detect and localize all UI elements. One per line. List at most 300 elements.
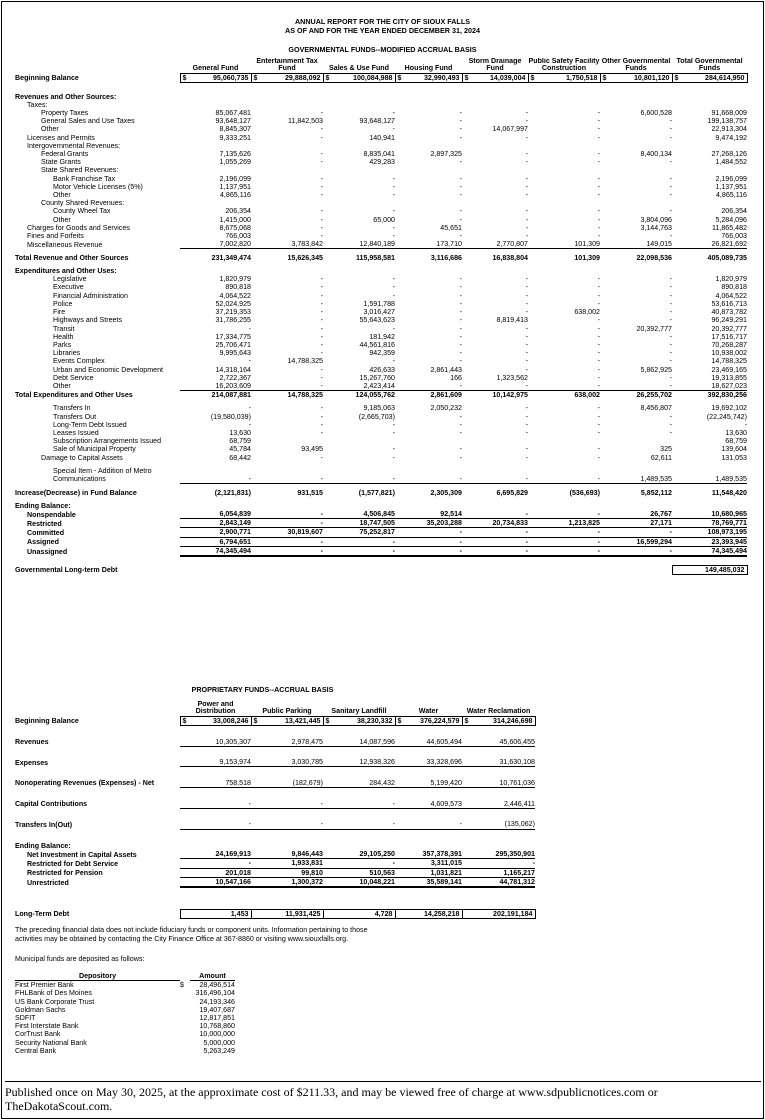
cell-value: 35,203,288 [395,519,462,528]
table-row [15,109,747,117]
row-label: Transfers In [53,404,91,413]
deposit-amount: 12,817,851 [199,1014,235,1023]
cell-value [672,142,747,150]
cell-value: - [525,275,528,284]
table-row [15,454,747,462]
cell-value: - [459,428,462,437]
cell-value: - [320,275,323,284]
row-label: County Shared Revenues: [41,199,125,208]
cell-value: - [597,445,600,454]
cell-value: - [459,108,462,117]
prop-beginning-label: Beginning Balance [15,717,79,726]
cell-value [462,101,528,109]
cell-value: - [323,859,395,868]
table-row [15,820,535,829]
table-row [15,117,747,125]
cell-value: - [395,382,462,391]
prop-longterm-value: 14,258,218 [395,909,462,918]
cell-value: - [320,373,323,382]
cell-value: - [180,475,251,484]
table-row [15,429,747,437]
cell-value: 26,255,702 [636,391,672,400]
gov-beginning-value: $ 100,084,988 [323,73,395,82]
cell-value: 18,627,023 [672,382,747,391]
cell-value: 11,842,503 [288,117,323,126]
cell-value: (135,062) [462,820,535,829]
row-label: Sale of Municipal Property [53,445,136,454]
cell-value: - [395,528,462,537]
table-row [15,537,747,546]
row-label: Committed [27,528,65,537]
cell-value: 4,609,573 [395,800,462,809]
cell-value: - [597,117,600,126]
prop-beginning-value: $ 314,246,698 [462,716,535,725]
table-row [15,357,747,365]
cell-value: 8,835,041 [363,149,395,158]
cell-value: 2,050,232 [430,404,462,413]
empty-cell [395,565,462,574]
cell-value [528,142,600,150]
cell-value [323,502,395,510]
cell-value: 1,165,217 [462,868,535,877]
table-row [15,877,535,887]
cell-value: - [462,528,528,537]
cell-value: 131,053 [721,453,747,462]
cell-value [528,93,600,101]
cell-value: 766,003 [225,231,251,240]
cell-value: 10,938,002 [711,349,747,358]
cell-value: - [597,291,600,300]
table-row [15,207,747,215]
cell-value [462,467,528,475]
table-row [15,738,535,747]
cell-value: - [525,340,528,349]
cell-value: - [180,859,251,868]
cell-value [395,101,462,109]
cell-value: - [320,223,323,232]
cell-value [180,502,251,510]
cell-value: 405,089,735 [707,253,747,262]
cell-value: - [525,190,528,199]
row-label: Bank Franchise Tax [53,174,116,183]
table-row [15,316,747,324]
cell-value [395,199,462,207]
cell-value: - [320,453,323,462]
cell-value: - [525,231,528,240]
cell-value: 10,761,036 [462,779,535,788]
cell-value: - [459,215,462,224]
cell-value: - [525,365,528,374]
depository-name: FHLBank of Des Moines [15,989,92,998]
cell-value: 1,031,821 [395,868,462,877]
cell-value: - [459,316,462,325]
gov-beginning-value: $ 95,060,735 [180,73,251,82]
cell-value [528,267,600,275]
cell-value: 1,213,825 [528,519,600,528]
deposits-table [15,972,235,1055]
cell-value: - [392,108,395,117]
cell-value: - [528,475,600,484]
cell-value: - [597,223,600,232]
gov-beginning-value: $ 29,888,092 [251,73,323,82]
table-row [15,421,747,429]
row-label: Libraries [53,349,81,358]
cell-value [251,437,323,445]
gov-column-header: General Fund [192,64,239,73]
cell-value [395,142,462,150]
cell-value: - [323,820,395,829]
cell-value: - [462,537,528,546]
cell-value: 1,820,979 [715,275,747,284]
cell-value: - [525,223,528,232]
cell-value: - [459,412,462,421]
cell-value: 8,845,307 [219,125,251,134]
table-row [15,349,747,357]
cell-value: - [525,412,528,421]
cell-value: 1,137,951 [715,182,747,191]
cell-value: - [669,231,672,240]
cell-value [600,437,672,445]
cell-value: - [251,820,323,829]
row-label: Communications [53,475,106,484]
table-row [15,475,747,484]
row-label: Other [41,125,59,134]
cell-value: 91,668,009 [711,108,747,117]
cell-value: - [597,316,600,325]
cell-value: 124,055,762 [355,391,395,400]
table-row [15,758,535,767]
cell-value: 17,516,717 [711,332,747,341]
cell-value: 1,489,535 [672,475,747,484]
cell-value: - [459,117,462,126]
cell-value: - [669,316,672,325]
cell-value: - [459,182,462,191]
row-label: County Wheel Tax [53,207,111,216]
cell-value: 139,604 [721,445,747,454]
cell-value: - [320,231,323,240]
cell-value [528,467,600,475]
cell-value: 638,002 [574,308,600,317]
row-label: Unassigned [27,547,68,556]
cell-value [180,467,251,475]
cell-value: 1,137,951 [219,182,251,191]
cell-value [180,142,251,150]
cell-value [462,267,528,275]
cell-value: - [525,215,528,224]
cell-value: - [597,420,600,429]
cell-value: 115,958,581 [355,253,395,262]
cell-value: - [528,546,600,556]
cell-value [323,93,395,101]
cell-value: - [320,308,323,317]
cell-value: 1,300,372 [251,877,323,887]
prop-longterm-label: Long-Term Debt [15,910,70,919]
deposit-amount: 5,000,000 [203,1038,235,1047]
cell-value: 14,318,164 [215,365,251,374]
cell-value: - [248,324,251,333]
row-label: Special Item - Addition of Metro [53,466,152,475]
row-label: Debt Service [53,373,94,382]
cell-value: - [320,108,323,117]
depository-name: First Premier Bank [15,981,74,990]
cell-value: 18,747,505 [323,519,395,528]
cell-value: - [459,174,462,183]
gov-longterm-label: Governmental Long-term Debt [15,566,118,575]
deposit-amount: 28,496,514 [199,981,235,990]
table-row [15,240,747,249]
cell-value: - [459,158,462,167]
cell-value: - [669,340,672,349]
note-line-1: The preceding financial data does not include fiduciary funds or component units. Information pertaining to those [15,926,368,934]
cell-value: - [459,357,462,366]
prop-longterm-value: 202,191,184 [462,909,535,918]
cell-value [462,93,528,101]
cell-value [251,267,323,275]
cell-value: - [462,546,528,556]
cell-value: 31,630,108 [462,758,535,767]
cell-value: - [597,357,600,366]
cell-value: 3,311,015 [395,859,462,868]
cell-value [323,142,395,150]
cell-value: 201,018 [180,868,251,877]
cell-value: - [392,231,395,240]
list-item [15,1030,235,1038]
cell-value: - [320,182,323,191]
cell-value: - [597,182,600,191]
cell-value: - [320,324,323,333]
depository-name: Central Bank [15,1046,57,1055]
table-row [15,308,747,316]
cell-value: 766,003 [721,231,747,240]
cell-value: - [323,537,395,546]
cell-value [528,437,600,445]
cell-value: - [459,420,462,429]
cell-value: 429,283 [369,158,395,167]
cell-value: 1,484,552 [715,158,747,167]
cell-value: 931,515 [297,488,323,497]
table-row [15,779,535,788]
cell-value [528,166,600,174]
cell-value: (22,245,742) [706,412,747,421]
cell-value: - [597,275,600,284]
row-label: Net Investment in Capital Assets [27,850,137,859]
row-label: General Sales and Use Taxes [41,117,135,126]
cell-value: - [525,182,528,191]
cell-value: - [525,324,528,333]
cell-value: - [525,453,528,462]
note-line-2: activities may be obtained by contacting the City Finance Office at 367-8860 or visiting www.siouxfalls.org. [15,935,349,943]
cell-value: - [459,453,462,462]
currency-sign [180,989,190,997]
cell-value [600,502,672,510]
cell-value: 2,423,414 [323,382,395,391]
cell-value: 93,648,127 [215,117,251,126]
cell-value: - [320,125,323,134]
cell-value: - [459,299,462,308]
cell-value: - [597,324,600,333]
row-label: Restricted for Debt Service [27,859,119,868]
table-row [15,166,747,174]
cell-value: - [459,445,462,454]
prop-column-header: Sanitary Landfill [331,707,387,716]
cell-value [251,166,323,174]
cell-value: - [251,546,323,556]
cell-value: 149,015 [600,240,672,249]
deposits-header-depository: Depository [15,972,180,981]
cell-value [600,101,672,109]
cell-value: 8,400,134 [640,149,672,158]
table-row [15,199,747,207]
cell-value: - [597,108,600,117]
cell-value: - [597,404,600,413]
deposit-amount: 10,000,000 [199,1030,235,1039]
cell-value: 37,219,353 [215,308,251,317]
cell-value [600,467,672,475]
depository-name: CorTrust Bank [15,1030,61,1039]
row-label: Restricted for Pension [27,869,103,878]
cell-value [672,199,747,207]
cell-value: - [600,528,672,537]
cell-value: - [248,404,251,413]
gov-beginning-value: $ 10,801,120 [600,73,672,82]
cell-value: - [320,412,323,421]
row-label: Transit [53,324,75,333]
list-item [15,1014,235,1022]
table-row [15,292,747,300]
gov-beginning-value: $ 284,614,950 [672,73,747,82]
cell-value: - [669,291,672,300]
cell-value: (2,121,831) [214,488,251,497]
cell-value: - [528,510,600,519]
cell-value: - [669,308,672,317]
cell-value: 92,514 [395,510,462,519]
table-row [15,325,747,333]
cell-value: 20,392,777 [636,324,672,333]
empty-cell [251,565,323,574]
deposit-amount: 316,496,104 [195,989,235,998]
cell-value: 16,838,804 [492,253,528,262]
cell-value: - [251,510,323,519]
row-label: Legislative [53,275,87,284]
cell-value: - [180,800,251,809]
cell-value: 10,547,166 [180,877,251,887]
cell-value: 6,054,839 [180,510,251,519]
cell-value: - [320,332,323,341]
cell-value: 7,135,626 [219,149,251,158]
row-label: Total Expenditures and Other Uses [15,391,133,400]
cell-value: 3,804,096 [640,215,672,224]
cell-value [672,93,747,101]
cell-value: - [320,174,323,183]
cell-value: 206,354 [225,207,251,216]
cell-value: 890,818 [225,283,251,292]
cell-value: 2,722,367 [219,373,251,382]
cell-value: - [462,475,528,484]
cell-value: 14,067,997 [492,125,528,134]
row-label: Long-Term Debt Issued [53,420,127,429]
cell-value: - [525,174,528,183]
cell-value: - [320,349,323,358]
cell-value: - [597,365,600,374]
empty-cell [180,565,251,574]
cell-value: - [320,215,323,224]
table-row [15,283,747,291]
cell-value: - [320,207,323,216]
row-label: Financial Administration [53,291,128,300]
row-label: Total Revenue and Other Sources [15,253,129,262]
table-row [15,519,747,528]
row-label: Other [53,382,71,391]
cell-value [672,166,747,174]
cell-value: - [597,215,600,224]
report-subtitle: AS OF AND FOR THE YEAR ENDED DECEMBER 31, 2024 [285,26,480,35]
cell-value: - [525,308,528,317]
deposit-intro: Municipal funds are deposited as follows: [15,955,145,963]
table-row [15,528,747,537]
cell-value: - [320,149,323,158]
row-label: State Grants [41,158,81,167]
cell-value: - [395,537,462,546]
cell-value: - [459,133,462,142]
cell-value: - [669,420,672,429]
cell-value: 22,913,304 [711,125,747,134]
cell-value: 65,000 [373,215,395,224]
row-label: Leases Issued [53,428,99,437]
cell-value: - [395,475,462,484]
cell-value: - [459,207,462,216]
row-label: Parks [53,340,72,349]
cell-value: - [323,546,395,556]
table-row [15,366,747,374]
cell-value: - [459,231,462,240]
cell-value: 20,734,833 [462,519,528,528]
cell-value [180,101,251,109]
table-row [15,275,747,283]
prop-longterm-value: 11,931,425 [251,909,323,918]
cell-value: 26,767 [600,510,672,519]
cell-value: 1,591,788 [363,299,395,308]
row-label: Property Taxes [41,108,89,117]
prop-column-header: Water Reclamation [466,707,531,716]
currency-sign: $ [180,981,184,990]
cell-value: - [320,428,323,437]
cell-value [180,166,251,174]
cell-value: - [597,133,600,142]
row-label: Expenditures and Other Uses: [15,267,117,276]
cell-value: 27,171 [600,519,672,528]
cell-value [462,166,528,174]
cell-value: 10,142,975 [492,391,528,400]
cell-value: - [392,428,395,437]
cell-value: - [597,149,600,158]
cell-value: (19,580,039) [210,412,251,421]
cell-value: - [525,158,528,167]
gov-beginning-value: $ 1,750,518 [528,73,600,82]
cell-value: - [248,420,251,429]
cell-value: 173,710 [395,240,462,249]
proprietary-funds-table [15,701,536,919]
cell-value: 5,852,112 [640,488,672,497]
cell-value: 93,495 [301,445,323,454]
cell-value: - [597,332,600,341]
gov-column-header: Other Governmental Funds [601,58,671,73]
cell-value: - [462,510,528,519]
currency-sign [180,1030,190,1038]
cell-value: 9,153,974 [180,758,251,767]
table-row [15,489,747,497]
cell-value: 24,169,913 [180,850,251,859]
table-row [15,341,747,349]
